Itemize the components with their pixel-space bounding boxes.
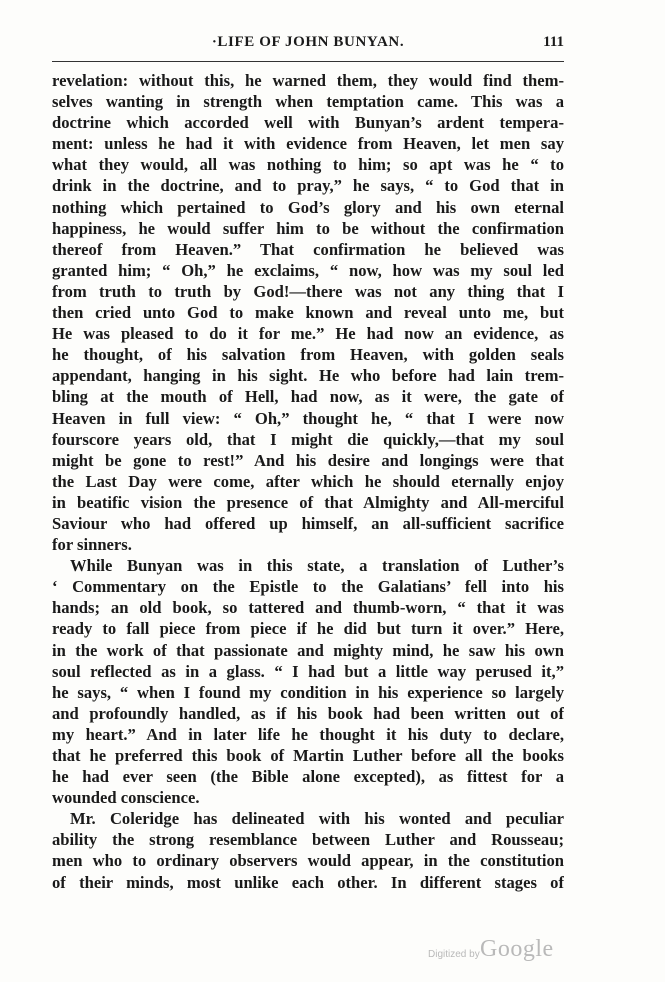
text-line: he says, “ when I found my condition in his experience so largely	[52, 682, 564, 702]
text-line: ‘ Commentary on the Epistle to the Galatians’ fell into his	[52, 577, 564, 597]
page-header	[52, 34, 564, 58]
text-line: then cried unto God to make known and reveal unto me, but	[52, 303, 564, 323]
text-line: While Bunyan was in this state, a translation of Luther’s	[70, 556, 564, 576]
text-line: from truth to truth by God!—there was not any thing that I	[52, 281, 564, 301]
text-line: in beatific vision the presence of that Almighty and All-merciful	[52, 492, 564, 512]
text-line: revelation: without this, he warned them, they would find them-	[52, 71, 564, 90]
text-line: my heart.” And in later life he thought it his duty to declare,	[52, 724, 564, 744]
text-line: Heaven in full view: “ Oh,” thought he, “ that I were now	[52, 408, 564, 428]
watermark-small-text: Digitized by	[428, 949, 480, 960]
text-line: granted him; “ Oh,” he exclaims, “ now, how was my soul led	[52, 260, 564, 280]
text-line: ability the strong resemblance between Luther and Rousseau;	[52, 830, 564, 850]
text-line: ready to fall piece from piece if he did but turn it over.” Here,	[52, 619, 564, 639]
text-line: that he preferred this book of Martin Luther before all the books	[52, 746, 564, 765]
text-line: ment: unless he had it with evidence from Heaven, let men say	[52, 134, 564, 154]
text-line: hands; an old book, so tattered and thumb-worn, “ that it was	[52, 598, 564, 618]
text-line: of their minds, most unlike each other. In different stages of	[52, 872, 564, 892]
text-line: appendant, hanging in his sight. He who before had lain trem-	[52, 366, 564, 386]
text-line: selves wanting in strength when temptation came. This was a	[52, 92, 564, 112]
text-line: in the work of that passionate and mighty mind, he saw his own	[52, 640, 564, 660]
body-text	[52, 70, 564, 893]
text-line: Mr. Coleridge has delineated with his wonted and peculiar	[70, 809, 564, 829]
text-line: wounded conscience.	[52, 788, 200, 808]
text-line: men who to ordinary observers would appear, in the constitution	[52, 851, 564, 871]
text-line: the Last Day were come, after which he should eternally enjoy	[52, 471, 564, 491]
digitized-by-google-watermark	[428, 936, 608, 966]
text-line: nothing which pertained to God’s glory and his own eternal	[52, 197, 564, 217]
text-line: he thought, of his salvation from Heaven, with golden seals	[52, 345, 564, 365]
text-line: soul reflected as in a glass. “ I had but a little way perused it,”	[52, 661, 564, 681]
text-line: He was pleased to do it for me.” He had now an evidence, as	[52, 324, 564, 344]
page-number: 111	[543, 34, 564, 50]
text-line: for sinners.	[52, 535, 132, 555]
text-line: bling at the mouth of Hell, had now, as it were, the gate of	[52, 387, 564, 407]
text-line: he had ever seen (the Bible alone excepted), as fittest for a	[52, 767, 564, 787]
running-title: ·LIFE OF JOHN BUNYAN.	[211, 34, 405, 50]
text-line: Saviour who had offered up himself, an all-sufficient sacrifice	[52, 513, 564, 533]
text-line: might be gone to rest!” And his desire and longings were that	[52, 450, 564, 470]
text-line: thereof from Heaven.” That confirmation he believed was	[52, 239, 564, 259]
text-line: and profoundly handled, as if his book had been written out of	[52, 703, 564, 723]
watermark-logo-text: Google	[480, 936, 554, 962]
text-line: drink in the doctrine, and to pray,” he says, “ to God that in	[52, 176, 564, 196]
text-line: what they would, all was nothing to him; so apt was he “ to	[52, 155, 564, 175]
text-line: doctrine which accorded well with Bunyan’s ardent tempera-	[52, 113, 564, 133]
text-line: fourscore years old, that I might die quickly,—that my soul	[52, 429, 564, 449]
text-line: happiness, he would suffer him to be without the confirmation	[52, 218, 564, 238]
header-rule	[52, 61, 564, 62]
